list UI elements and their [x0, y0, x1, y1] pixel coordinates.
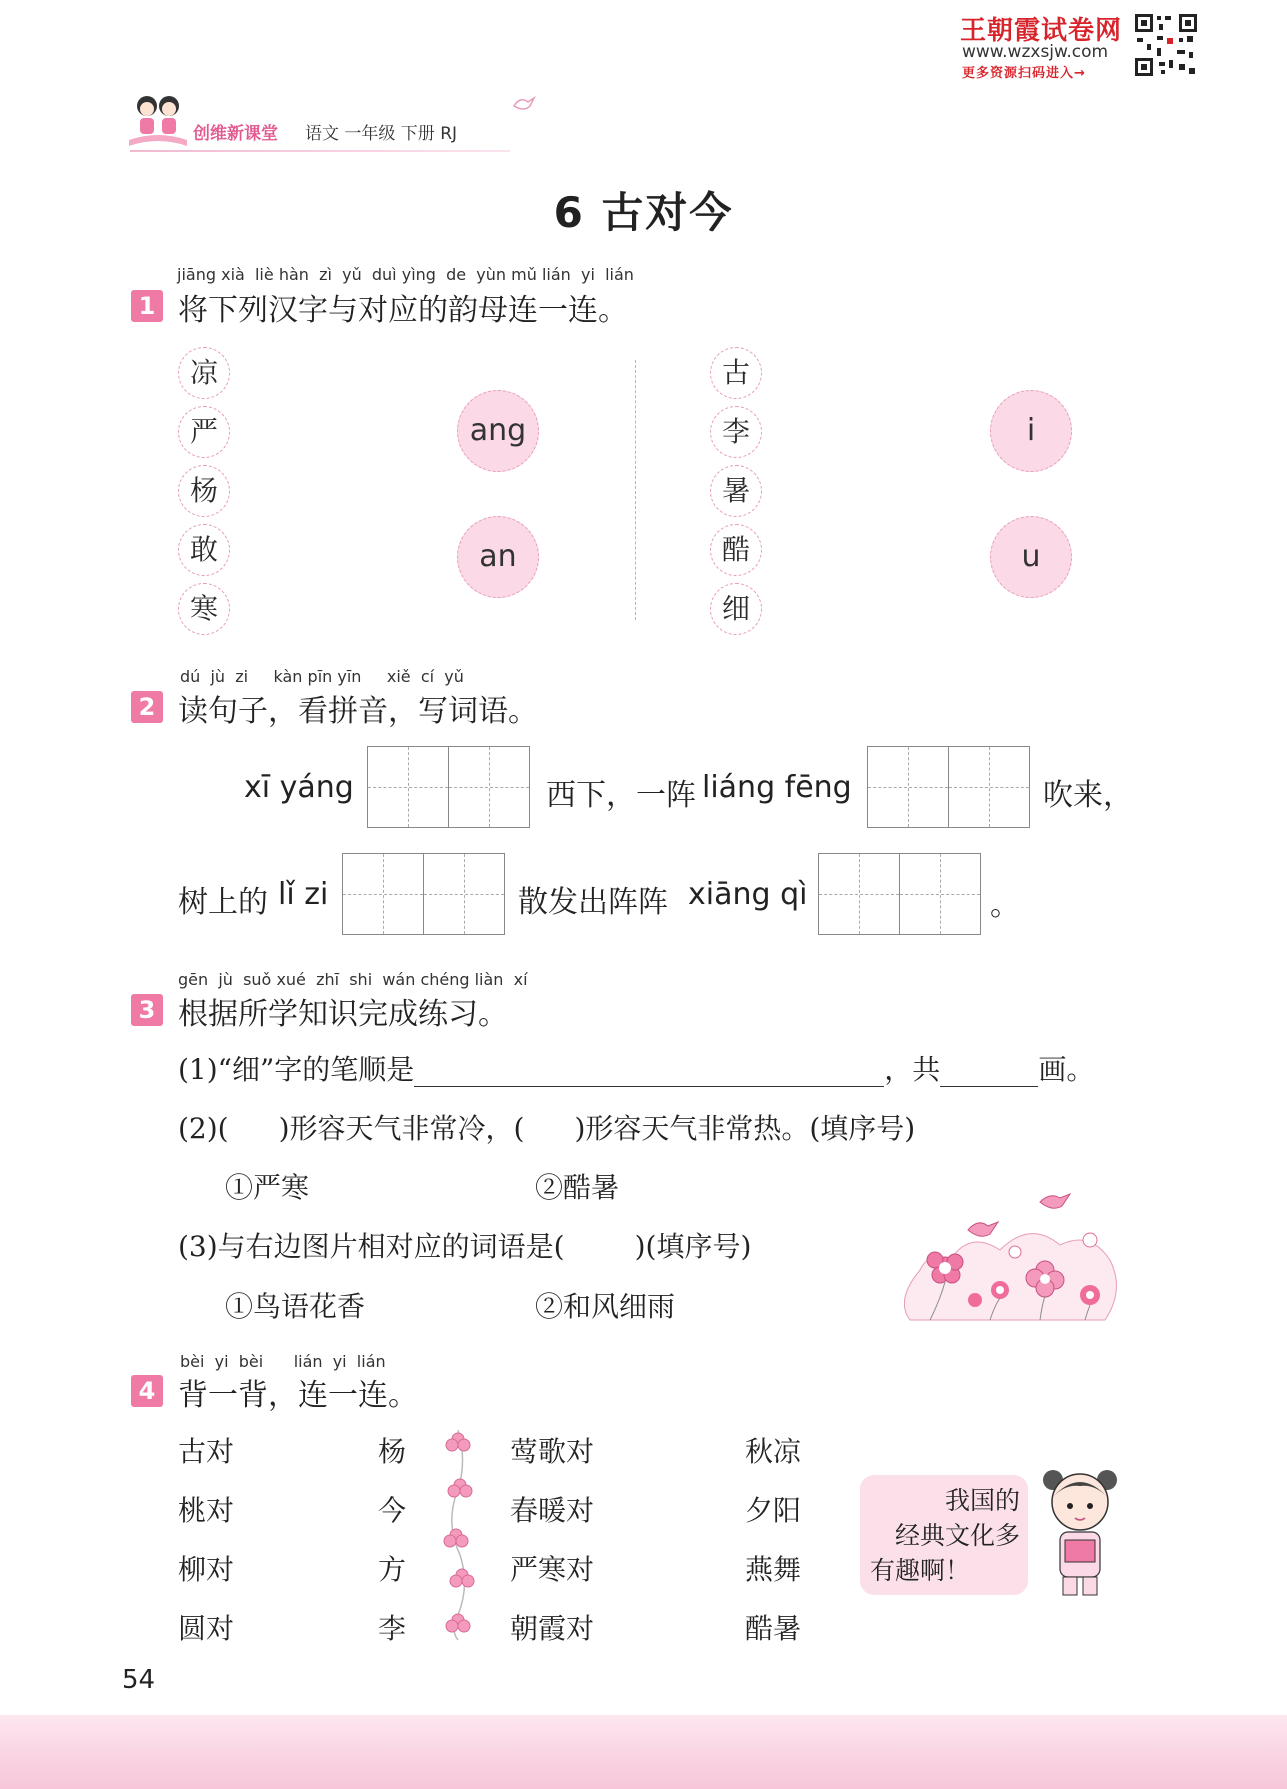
q3-item2: (2)( )形容天气非常冷，( )形容天气非常热。(填序号)	[178, 1112, 916, 1145]
q2-pinyin-lizi: lǐ zi	[278, 877, 329, 912]
q4-col2-item[interactable]: 杨	[378, 1435, 407, 1468]
header-brand: 创维新课堂	[193, 124, 278, 144]
q3-item3: (3)与右边图片相对应的词语是( )(填序号)	[178, 1230, 752, 1263]
q3-item2-option-2: ②酷暑	[535, 1171, 620, 1204]
q1-left-char[interactable]: 凉	[178, 347, 230, 399]
q4-col1-item[interactable]: 柳对	[178, 1553, 235, 1586]
q1-right-char[interactable]: 酷	[710, 524, 762, 576]
q1-right-char[interactable]: 李	[710, 406, 762, 458]
q1-left-char[interactable]: 寒	[178, 583, 230, 635]
q3-item3-option-1: ①鸟语花香	[225, 1290, 366, 1323]
q2-text: 读句子，看拼音，写词语。	[178, 694, 538, 729]
q4-col3-item[interactable]: 朝霞对	[510, 1612, 595, 1645]
q2-writing-box-3[interactable]	[342, 853, 503, 935]
q3-stroke-order-blank[interactable]	[414, 1053, 884, 1087]
q1-final-u[interactable]: u	[990, 516, 1072, 598]
q4-col1-item[interactable]: 古对	[178, 1435, 235, 1468]
q3-number: 3	[131, 994, 163, 1026]
q4-col4-item[interactable]: 秋凉	[745, 1435, 802, 1468]
q4-col3-item[interactable]: 莺歌对	[510, 1435, 595, 1468]
q4-col4-item[interactable]: 燕舞	[745, 1553, 802, 1586]
q1-left-char[interactable]: 敢	[178, 524, 230, 576]
q1-number: 1	[131, 290, 163, 322]
q3-item1: (1)“细”字的笔顺是 ，共 画。	[178, 1053, 1095, 1086]
q4-col4-item[interactable]: 酷暑	[745, 1612, 802, 1645]
flowers-birds-illustration-icon	[890, 1190, 1130, 1330]
q2-line1-text: 西下，一阵	[546, 778, 696, 813]
q1-pinyin: jiāng xià liè hàn zì yǔ duì yìng de yùn mǔ lián yi lián	[177, 265, 634, 284]
girl-reading-illustration-icon	[1035, 1462, 1130, 1602]
q1-final-an[interactable]: an	[457, 516, 539, 598]
q4-col1-item[interactable]: 桃对	[178, 1494, 235, 1527]
q4-col2-item[interactable]: 今	[378, 1494, 407, 1527]
q1-final-ang[interactable]: ang	[457, 390, 539, 472]
q1-right-char[interactable]: 古	[710, 347, 762, 399]
q1-right-char[interactable]: 暑	[710, 465, 762, 517]
q3-text: 根据所学知识完成练习。	[178, 997, 508, 1032]
page-number: 54	[122, 1665, 156, 1695]
watermark-title: 王朝霞试卷网	[960, 16, 1123, 46]
q1-final-i[interactable]: i	[990, 390, 1072, 472]
q4-col3-item[interactable]: 严寒对	[510, 1553, 595, 1586]
q1-divider	[635, 360, 636, 620]
watermark-url[interactable]: www.wzxsjw.com	[962, 42, 1109, 62]
q2-line2-end: 。	[990, 888, 1020, 923]
watermark-more: 更多资源扫码进入→	[962, 66, 1086, 81]
q1-left-char[interactable]: 严	[178, 406, 230, 458]
q2-number: 2	[131, 691, 163, 723]
q2-line2-start: 树上的	[178, 885, 268, 920]
kids-logo-icon	[127, 90, 189, 152]
q2-writing-box-2[interactable]	[867, 746, 1028, 828]
q4-pinyin: bèi yi bèi lián yi lián	[180, 1352, 386, 1371]
q4-number: 4	[131, 1375, 163, 1407]
q1-left-char[interactable]: 杨	[178, 465, 230, 517]
q1-right-char[interactable]: 细	[710, 583, 762, 635]
header-info: 语文 一年级 下册 RJ	[305, 124, 458, 144]
q1-text: 将下列汉字与对应的韵母连一连。	[178, 293, 628, 328]
header-divider	[130, 150, 510, 152]
q4-text: 背一背，连一连。	[178, 1378, 418, 1413]
q2-writing-box-1[interactable]	[367, 746, 528, 828]
q4-col3-item[interactable]: 春暖对	[510, 1494, 595, 1527]
q3-pinyin: gēn jù suǒ xué zhī shi wán chéng liàn xí	[178, 970, 528, 989]
q2-line1-end: 吹来，	[1043, 778, 1133, 813]
bird-icon	[512, 94, 536, 114]
q3-item2-option-1: ①严寒	[225, 1171, 310, 1204]
q2-writing-box-4[interactable]	[818, 853, 979, 935]
speech-bubble-text: 我国的 经典文化多 有趣啊！	[870, 1486, 1020, 1585]
q4-col2-item[interactable]: 李	[378, 1612, 407, 1645]
q2-pinyin-xiyang: xī yáng	[244, 770, 354, 805]
q4-col2-item[interactable]: 方	[378, 1553, 407, 1586]
q2-pinyin-liangfeng: liáng fēng	[702, 770, 852, 805]
q4-col4-item[interactable]: 夕阳	[745, 1494, 802, 1527]
q3-item3-option-2: ②和风细雨	[535, 1290, 676, 1323]
q3-stroke-count-blank[interactable]	[940, 1053, 1038, 1087]
footer-band	[0, 1715, 1287, 1789]
q4-col1-item[interactable]: 圆对	[178, 1612, 235, 1645]
qr-code-icon[interactable]	[1133, 12, 1199, 78]
q2-pinyin: dú jù zi kàn pīn yīn xiě cí yǔ	[180, 667, 464, 686]
page-title: 6 古对今	[553, 188, 734, 237]
flower-vine-divider-icon	[438, 1425, 478, 1645]
q2-line2-text: 散发出阵阵	[518, 885, 668, 920]
q2-pinyin-xiangqi: xiāng qì	[688, 877, 808, 912]
